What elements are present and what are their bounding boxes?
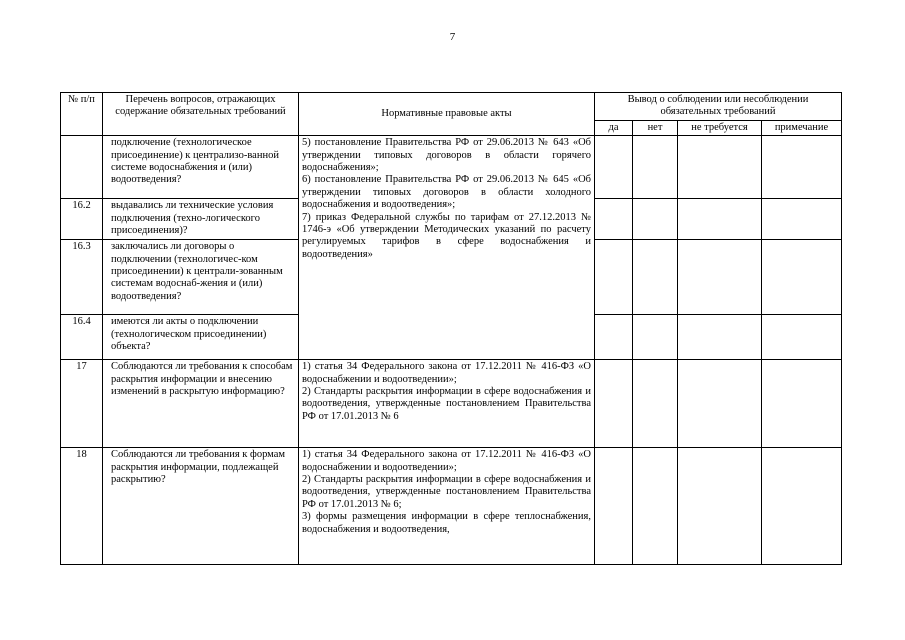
cell-no [633, 448, 678, 565]
header-num: № п/п [61, 93, 103, 136]
header-yes: да [595, 120, 633, 135]
cell-no [633, 136, 678, 199]
cell-not-required [678, 199, 762, 240]
row-num [61, 136, 103, 199]
cell-not-required [678, 315, 762, 360]
table-row [61, 448, 842, 565]
act-item: 3) формы размещения информации в сфере теплоснабжения, водоснабжения и водоотведения, [302, 511, 591, 535]
row-acts [299, 360, 595, 448]
row-question: подключение (технологическое присоединение) к централизо-ванной системе водоснабжения и (или) водоотведения? [103, 136, 299, 199]
cell-yes [595, 199, 633, 240]
cell-no [633, 199, 678, 240]
table-row [61, 136, 842, 199]
cell-not-required [678, 360, 762, 448]
act-item: 2) Стандарты раскрытия информации в сфере водоснабжения и водоотведения, утвержденные постановлением Правительства РФ от 17.01.2013 № 6 [302, 386, 591, 422]
row-num: 16.3 [61, 240, 103, 315]
act-item: 1) статья 34 Федерального закона от 17.12.2011 № 416-ФЗ «О водоснабжении и водоотведении»; [302, 449, 591, 473]
cell-yes [595, 315, 633, 360]
row-num: 18 [61, 448, 103, 565]
requirements-table [60, 92, 842, 565]
cell-yes [595, 136, 633, 199]
row-question: заключались ли договоры о подключении (технологичес-ком присоединении) к централи-зованным системам водоснаб-жения и (или) водоотведения? [103, 240, 299, 315]
header-questions: Перечень вопросов, отражающих содержание обязательных требований [103, 93, 299, 136]
cell-note [762, 360, 842, 448]
header-not-required: не требуется [678, 120, 762, 135]
cell-note [762, 199, 842, 240]
row-num: 16.2 [61, 199, 103, 240]
row-acts [299, 448, 595, 565]
row-question: Соблюдаются ли требования к формам раскрытия информации, подлежащей раскрытию? [103, 448, 299, 565]
cell-no [633, 360, 678, 448]
page-number: 7 [449, 31, 456, 43]
act-item: 1) статья 34 Федерального закона от 17.12.2011 № 416-ФЗ «О водоснабжении и водоотведении»; [302, 361, 591, 385]
cell-not-required [678, 448, 762, 565]
cell-note [762, 448, 842, 565]
header-no: нет [633, 120, 678, 135]
header-acts: Нормативные правовые акты [299, 93, 595, 136]
cell-yes [595, 240, 633, 315]
act-item: 5) постановление Правительства РФ от 29.06.2013 № 643 «Об утверждении типовых договоров в области горячего водоснабжения»; [302, 137, 591, 174]
cell-note [762, 136, 842, 199]
cell-not-required [678, 240, 762, 315]
act-item: 6) постановление Правительства РФ от 29.06.2013 № 645 «Об утверждении типовых договоров в области холодного водоснабжения и водоотведения»; [302, 174, 591, 211]
row-num: 16.4 [61, 315, 103, 360]
table-row [61, 360, 842, 448]
row-question: имеются ли акты о подключении (технологическом присоединении) объекта? [103, 315, 299, 360]
act-item: 7) приказ Федеральной службы по тарифам от 27.12.2013 № 1746-э «Об утверждении Методических указаний по расчету регулируемых тарифов в сфере водоснабжения и водоотведения» [302, 211, 591, 260]
row-acts [299, 136, 595, 360]
row-num: 17 [61, 360, 103, 448]
cell-note [762, 315, 842, 360]
cell-no [633, 240, 678, 315]
cell-not-required [678, 136, 762, 199]
row-question: Соблюдаются ли требования к способам раскрытия информации и внесению изменений в раскрытую информацию? [103, 360, 299, 448]
header-conclusion: Вывод о соблюдении или несоблюдении обязательных требований [595, 93, 842, 121]
cell-no [633, 315, 678, 360]
header-note: примечание [762, 120, 842, 135]
cell-yes [595, 448, 633, 565]
cell-yes [595, 360, 633, 448]
act-item: 2) Стандарты раскрытия информации в сфере водоснабжения и водоотведения, утвержденные постановлением Правительства РФ от 17.01.2013 № 6; [302, 474, 591, 510]
cell-note [762, 240, 842, 315]
header-row [61, 93, 842, 121]
row-question: выдавались ли технические условия подключения (техно-логического присоединения)? [103, 199, 299, 240]
